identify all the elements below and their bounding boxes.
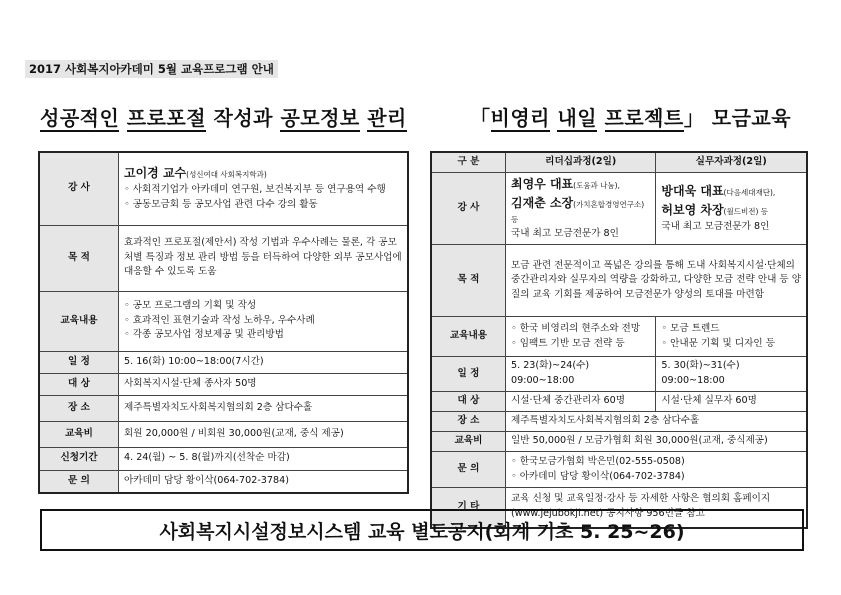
lecturer-label: 강 사 [39,152,119,225]
content-item: ◦ 한국 비영리의 현주소와 전망 [511,322,641,334]
leader-target: 시설·단체 중간관리자 60명 [506,392,656,412]
lecturer-name: 방대욱 대표 [661,184,724,199]
lecturer-name: 고이경 교수 [124,166,187,181]
right-title-part: 비영리 [490,106,550,130]
practical-target: 시설·단체 실무자 60명 [656,392,807,412]
right-title-part: 」 [683,106,705,130]
contact-text: 아카데미 담당 황이삭(064-702-3784) [119,470,409,493]
practical-course-header: 실무자과정(2일) [656,152,807,172]
right-title [470,102,791,131]
lecturer-name: 허보영 차장 [661,203,724,218]
leader-date: 5. 23(화)~24(수) 09:00~18:00 [506,357,656,392]
etc-label: 기 타 [431,488,506,528]
practical-date: 5. 30(화)~31(수) 09:00~18:00 [656,357,807,392]
content-item: ◦ 안내문 기획 및 디자인 등 [661,337,775,349]
purpose-text: 모금 관련 전문적이고 폭넓은 강의를 통해 도내 사회복지시설·단체의 중간관리자와 실무자의 역량을 강화하고, 다양한 모금 전략 안내 등 양질의 교육 기회를 제공하여 모금전문가 양성의 토대를 마련함 [506,245,808,317]
left-title-part: 성공적인 [40,106,120,130]
page-header: 2017 사회복지아카데미 5월 교육프로그램 안내 [25,60,278,78]
contact-label: 문 의 [39,470,119,493]
right-program-table [430,151,808,529]
lecturer-label: 강 사 [431,172,506,244]
lecturer-name: 최영우 대표 [511,176,574,191]
content-item: ◦ 효과적인 표현기술과 작성 노하우, 우수사례 [124,314,315,326]
purpose-label: 목 적 [431,245,506,317]
lecturer-note: 국내 최고 모금전문가 8인 [661,221,770,232]
left-program-table [38,151,409,494]
right-title-part: 모금교육 [711,106,792,130]
content-item: ◦ 각종 공모사업 정보제공 및 관리방법 [124,329,284,341]
lecturer-name: 김재춘 소장 [511,195,574,210]
target-label: 대 상 [39,373,119,395]
lecturer-affiliation: (성신여대 사회복지학과) [186,170,267,180]
category-label: 구 분 [431,152,506,172]
fee-label: 교육비 [431,432,506,452]
lecturer-note: 국내 최고 모금전문가 8인 [511,228,619,240]
contact-item: ◦ 아카데미 담당 황이삭(064-702-3784) [511,470,685,482]
target-text: 사회복지시설·단체 종사자 50명 [119,373,409,395]
contact-label: 문 의 [431,452,506,488]
lecturer-affiliation: (가치혼합경영연구소) 등 [511,199,645,224]
contact-cell [506,452,808,488]
apply-text: 4. 24(월) ~ 5. 8(월)까지(선착순 마감) [119,447,409,470]
contact-item: ◦ 한국모금가협회 박은민(02-555-0508) [511,455,685,467]
date-label: 일 정 [431,357,506,392]
lecturer-career: ◦ 사회적기업가 아카데미 연구원, 보건복지부 등 연구용역 수행 [124,184,386,196]
leader-content [506,317,656,357]
lecturer-affiliation: (다음세대재단), [723,188,776,198]
fee-text: 일반 50,000원 / 모금가협회 회원 30,000원(교재, 중식제공) [506,432,808,452]
content-item: ◦ 모금 트렌드 [661,322,720,334]
right-title-part: 내일 [557,106,598,130]
left-title [40,102,407,131]
fee-label: 교육비 [39,421,119,447]
lecturer-career: ◦ 공동모금회 등 공모사업 관련 다수 강의 활동 [124,199,318,211]
left-title-part: 작성과 [213,106,273,130]
content-item: ◦ 임팩트 기반 모금 전략 등 [511,337,625,349]
place-text: 제주특별자치도사회복지협의회 2층 삼다수홀 [119,395,409,421]
content-cell [119,291,409,351]
content-label: 교육내용 [39,291,119,351]
purpose-label: 목 적 [39,225,119,291]
right-title-part: 프로젝트 [604,106,684,130]
leader-course-header: 리더십과정(2일) [506,152,656,172]
practical-content [656,317,807,357]
apply-label: 신청기간 [39,447,119,470]
etc-text: 교육 신청 및 교육일정·강사 등 자세한 사항은 협의회 홈페이지(www.jejubokji.net) 공지사항 956번글 참고 [506,488,808,528]
left-title-part: 관리 [367,106,407,130]
content-label: 교육내용 [431,317,506,357]
lecturer-affiliation: (도움과 나눔), [573,180,620,190]
lecturer-cell [119,152,409,225]
separate-notice-banner: 사회복지시설정보시스템 교육 별도공지(회계 기초 5. 25~26) [40,509,804,551]
right-title-part: 「 [470,106,491,130]
leader-lecturers [506,172,656,244]
lecturer-affiliation: (월드비전) 등 [723,207,769,217]
purpose-text: 효과적인 프로포절(제안서) 작성 기법과 우수사례는 물론, 각 공모처별 특징과 정보 관리 방법 등을 터득하여 다양한 외부 공모사업에 대응할 수 있도록 도움 [119,225,409,291]
date-label: 일 정 [39,351,119,373]
place-text: 제주특별자치도사회복지협의회 2층 삼다수홀 [506,412,808,432]
practical-lecturers [656,172,807,244]
place-label: 장 소 [431,412,506,432]
fee-text: 회원 20,000원 / 비회원 30,000원(교재, 중식 제공) [119,421,409,447]
left-title-part: 공모정보 [280,106,360,130]
content-item: ◦ 공모 프로그램의 기획 및 작성 [124,299,257,311]
date-text: 5. 16(화) 10:00~18:00(7시간) [119,351,409,373]
left-title-part: 프로포절 [126,106,207,130]
target-label: 대 상 [431,392,506,412]
place-label: 장 소 [39,395,119,421]
